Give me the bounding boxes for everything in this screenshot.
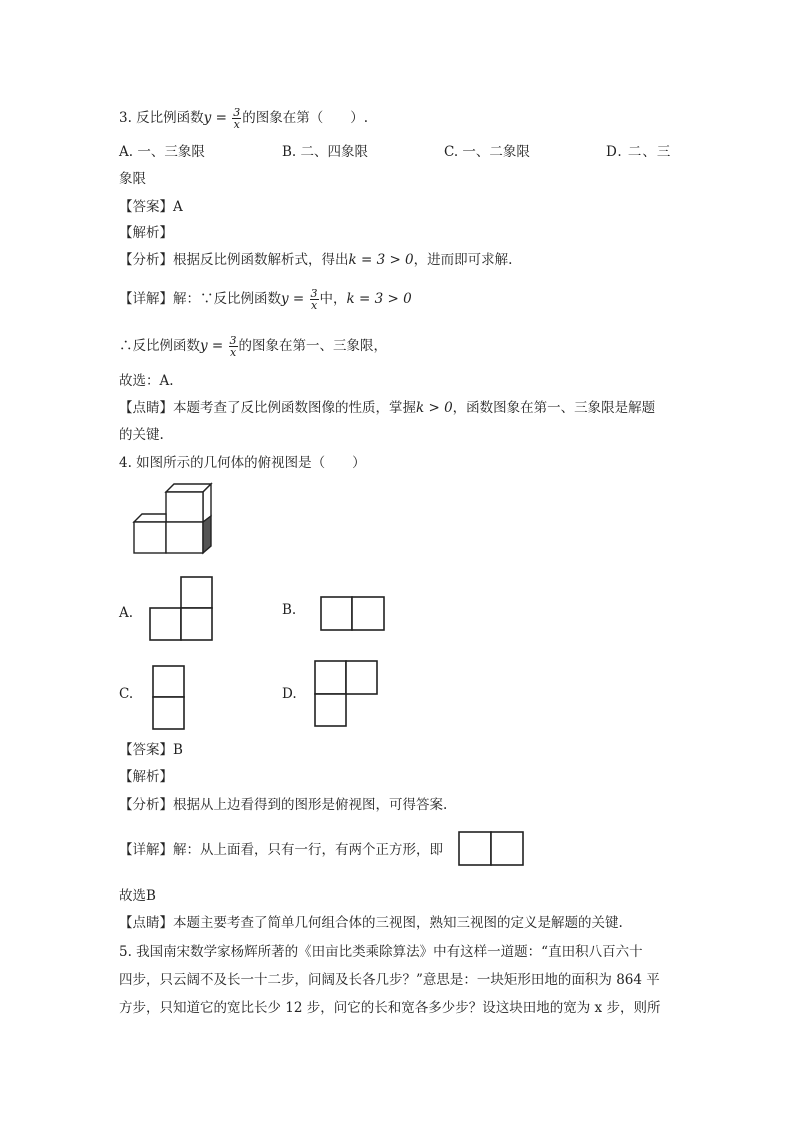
q3-dianjing: 【点睛】本题考查了反比例函数图像的性质，掌握k > 0，函数图象在第一、三象限是解题 — [119, 400, 656, 416]
q4-answer: 【答案】B — [119, 742, 183, 758]
q3-option-d-cont: 象限 — [119, 171, 146, 187]
q3-therefore: ∴反比例函数y = $\frac{3}{x}$ 的图象在第一、三象限， — [119, 334, 388, 359]
q4-stem: 4. 如图所示的几何体的俯视图是（ ） — [119, 455, 366, 471]
q4-option-a-label: A. — [119, 605, 134, 621]
q5-line-3: 方步，只知道它的宽比长少 12 步，问它的长和宽各多少步？设这块田地的宽为 x 步，则所 — [119, 1000, 661, 1016]
q3-stem-text-b: 的图象在第（ ）. — [242, 110, 369, 126]
q3-option-a: A. 一、三象限 — [119, 144, 205, 160]
q3-stem-text-a: 3. 反比例函数 — [119, 110, 204, 126]
q3-option-b: B. 二、四象限 — [282, 144, 369, 160]
q3-answer: 【答案】A — [119, 199, 183, 215]
q5-line-1: 5. 我国南宋数学家杨辉所著的《田亩比类乘除算法》中有这样一道题：“直田积八百六十 — [119, 944, 643, 960]
q5-line-2: 四步，只云阔不及长一十二步，问阔及长各几步？”意思是：一块矩形田地的面积为 864 平 — [119, 972, 660, 988]
q3-option-c: C. 一、二象限 — [444, 144, 530, 160]
q4-dianjing: 【点睛】本题主要考查了简单几何组合体的三视图，熟知三视图的定义是解题的关键. — [119, 915, 623, 931]
q3-jiexi: 【解析】 — [119, 225, 173, 241]
option-c-figure — [152, 665, 186, 731]
geometry-solid-figure — [130, 480, 220, 560]
q3-stem — [119, 107, 368, 130]
q4-option-c-label: C. — [119, 686, 134, 702]
q4-option-b-label: B. — [282, 602, 297, 618]
math-k-eq-3: k = 3 > 0 — [346, 291, 412, 307]
q4-option-d-label: D. — [282, 686, 297, 702]
equals: = — [211, 110, 232, 126]
q3-option-d: D. 二、三 — [606, 144, 672, 160]
fraction-3-over-x: $\frac{3}{x}$ — [229, 334, 237, 359]
q3-xiangjie: 【详解】解：∵反比例函数y = $\frac{3}{x}$ 中，k = 3 > 0 — [119, 287, 412, 312]
q3-dianjing-cont: 的关键. — [119, 427, 164, 443]
fraction-3-over-x: $\frac{3}{x}$ — [310, 287, 318, 312]
inline-top-view-figure — [458, 831, 526, 867]
var-y: y — [203, 110, 212, 126]
option-a-figure — [149, 576, 215, 642]
option-d-figure — [314, 660, 380, 728]
math-k-gt-0: k = 3 > 0 — [348, 252, 414, 268]
q3-fenxi: 【分析】根据反比例函数解析式，得出k = 3 > 0，进而即可求解. — [119, 252, 513, 268]
option-b-figure — [320, 596, 386, 632]
q3-choose: 故选：A. — [119, 373, 174, 389]
q4-xiangjie: 【详解】解：从上面看，只有一行，有两个正方形，即 — [119, 842, 443, 858]
q4-jiexi: 【解析】 — [119, 769, 173, 785]
fraction-3-over-x: $\frac{3}{x}$ — [233, 106, 241, 131]
q4-choose: 故选B — [119, 888, 156, 904]
q4-fenxi: 【分析】根据从上边看得到的图形是俯视图，可得答案. — [119, 797, 448, 813]
math-k-gt-0-b: k > 0 — [416, 400, 453, 416]
